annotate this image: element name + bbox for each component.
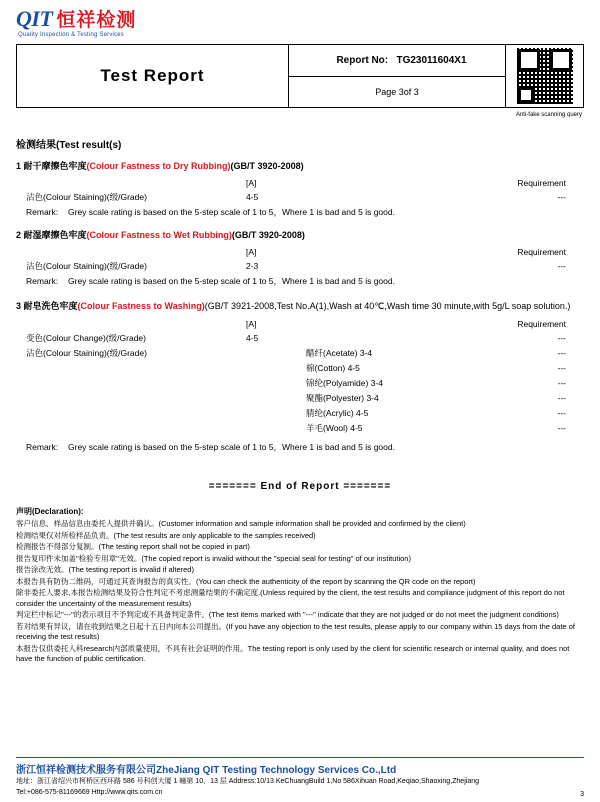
test-item-1-header-row	[16, 176, 584, 190]
footer-address: 地址：浙江省绍兴市柯桥区西环路 586 号科创大厦 1 幢第 10、13 层 Address:10/13 KeChuangBuild 1,No 586Xihuan Road,Keqiao,Shaoxing,Zhejiang	[16, 778, 479, 785]
row-label: 沾色(Colour Staining)(级/Grade)	[26, 348, 147, 358]
row-requirement: ---	[557, 408, 566, 418]
test-item-2-header-row	[16, 245, 584, 259]
declaration-line: 报告复印件未加盖"检验专用章"无效。(The copied report is invalid without the "special seal for testing" of our institution)	[16, 553, 411, 563]
test-item-1-col-req: Requirement	[517, 178, 566, 188]
declaration-line: 本报告具有防伪二维码，可通过其查询报告的真实性。(You can check the authenticity of the report by scanning the QR code on the report)	[16, 576, 476, 586]
declaration-line: 检测报告不得部分复制。(The testing report shall not be copied in part)	[16, 542, 250, 551]
test-item-3-col-value: [A]	[246, 319, 257, 329]
footer-company-cn: 浙江恒祥检测技术服务有限公司	[16, 765, 156, 776]
test-item-3-index: 3	[16, 301, 22, 311]
row-value: 羊毛(Wool) 4-5	[306, 423, 363, 433]
remark-text: Grey scale rating is based on the 5-step scale of 1 to 5，Where 1 is bad and 5 is good.	[68, 207, 395, 217]
row-requirement: ---	[557, 348, 566, 358]
test-item-2	[16, 228, 584, 289]
table-row	[16, 259, 584, 274]
declaration-line: 检测结果仅对所检样品负责。(The test results are only applicable to the samples received)	[16, 530, 316, 540]
row-value: 4-5	[246, 192, 259, 202]
row-value: 4-5	[246, 333, 259, 343]
test-item-1-name-en: (Colour Fastness to Dry Rubbing)	[86, 161, 231, 171]
test-item-3-col-req: Requirement	[517, 319, 566, 329]
remark-text: Grey scale rating is based on the 5-step scale of 1 to 5，Where 1 is bad and 5 is good.	[68, 442, 395, 452]
row-value: 锦纶(Polyamide) 3-4	[306, 378, 383, 388]
declaration-line: 本报告仅供委托人科research内部质量使用，不具有社会证明的作用。The testing report is only used by the client for scientific research or internal quality, and does not have the function of public certification.	[16, 643, 570, 663]
row-requirement: ---	[557, 333, 566, 343]
footer-contact: Tel:+086-575-81169669 Http://www.qits.com.cn	[16, 789, 163, 796]
remark-label: Remark:	[26, 276, 59, 286]
row-label	[16, 406, 246, 421]
test-item-2-remark	[16, 274, 584, 289]
logo-text-cn: 恒祥检测	[56, 10, 137, 31]
test-item-3	[16, 299, 584, 455]
test-item-2-col-req: Requirement	[517, 247, 566, 257]
footer-page-number: 3	[580, 791, 584, 798]
table-row	[16, 361, 584, 376]
table-row	[16, 331, 584, 346]
row-value: 腈纶(Acrylic) 4-5	[306, 408, 369, 418]
table-row	[16, 406, 584, 421]
row-requirement: ---	[557, 393, 566, 403]
test-item-3-header-row	[16, 317, 584, 331]
declaration-line: 除非委托人要求,本报告检测结果及符合性判定不考虑测量结果的不确定度.(Unless required by the client, the test results and compliance judgment of this report do not consider the uncertainty of the measurement results)	[16, 588, 565, 608]
results-section-title: 检测结果(Test result(s)	[16, 140, 122, 151]
row-value: 醋纤(Acetate) 3-4	[306, 348, 373, 358]
footer-company	[16, 761, 584, 776]
page-title: Test Report	[17, 45, 289, 108]
footer-company-en: ZheJiang QIT Testing Technology Services Co.,Ltd	[156, 765, 397, 776]
test-item-1-remark	[16, 205, 584, 220]
row-requirement: ---	[557, 261, 566, 271]
row-requirement: ---	[557, 423, 566, 433]
remark-label: Remark:	[26, 207, 59, 217]
page-indicator: Page 3of 3	[289, 76, 506, 108]
test-item-2-standard: (GB/T 3920-2008)	[231, 230, 305, 240]
declaration-section	[16, 506, 584, 665]
logo-tagline: Quality Inspection & Testing Services	[18, 32, 125, 38]
test-item-2-name-en: (Colour Fastness to Wet Rubbing)	[86, 230, 232, 240]
report-content	[0, 118, 600, 665]
declaration-line: 报告涂改无效。(The testing report is invalid if altered)	[16, 565, 194, 574]
row-label	[16, 421, 246, 436]
declaration-title: 声明(Declaration):	[16, 507, 84, 516]
test-item-3-name-cn: 耐皂洗色牢度	[23, 301, 78, 311]
row-label: 变色(Colour Change)(级/Grade)	[26, 333, 146, 343]
report-number-cell	[289, 45, 506, 77]
logo-text-qit: QIT	[16, 6, 53, 31]
row-label: 沾色(Colour Staining)(级/Grade)	[26, 261, 147, 271]
row-value: 聚酯(Polyester) 3-4	[306, 393, 379, 403]
row-label: 沾色(Colour Staining)(级/Grade)	[26, 192, 147, 202]
remark-text: Grey scale rating is based on the 5-step scale of 1 to 5，Where 1 is bad and 5 is good.	[68, 276, 395, 286]
table-row	[16, 376, 584, 391]
test-item-1-col-value: [A]	[246, 178, 257, 188]
test-item-1-name-cn: 耐干摩擦色牢度	[23, 161, 87, 171]
footer-divider	[16, 757, 584, 758]
report-number-label: Report No:	[336, 54, 389, 66]
qr-caption: Anti-fake scanning query	[515, 112, 582, 118]
test-item-3-standard: (GB/T 3921-2008,Test No.A(1),Wash at 40℃,Wash time 30 minute,with 5g/L soap solution.)	[204, 301, 571, 311]
row-value: 棉(Cotton) 4-5	[306, 363, 360, 373]
test-item-1	[16, 159, 584, 220]
declaration-line: 判定栏中标记"---"的表示项目不予判定或不具备判定条件。(The test items marked with "---" indicate that they are not judged or do not meet the judgment conditions)	[16, 610, 559, 619]
qr-code-cell	[506, 45, 584, 108]
row-value: 2-3	[246, 261, 259, 271]
table-row	[16, 190, 584, 205]
test-item-3-name-en: (Colour Fastness to Washing)	[77, 301, 205, 311]
table-row	[16, 346, 584, 361]
table-row	[16, 391, 584, 406]
test-item-2-title	[16, 228, 584, 241]
row-label	[16, 361, 246, 376]
report-title-table	[16, 44, 584, 108]
end-of-report: ======= End of Report =======	[208, 481, 392, 492]
report-number-value: TG23011604X1	[396, 54, 467, 66]
qr-code-icon[interactable]	[517, 48, 573, 104]
row-requirement: ---	[557, 378, 566, 388]
company-logo	[0, 0, 600, 42]
row-requirement: ---	[557, 363, 566, 373]
row-requirement: ---	[557, 192, 566, 202]
declaration-line: 客户信息、样品信息由委托人提供并确认。(Customer information and sample information shall be provided and confirmed by the client)	[16, 519, 466, 528]
declaration-line: 若对结果有异议，请在收到结果之日起十五日内向本公司提出。(If you have any objection to the test results, please apply to our company within 15 days from the date of receiving the test results)	[16, 621, 575, 641]
test-item-3-title	[16, 299, 584, 313]
test-item-2-name-cn: 耐湿摩擦色牢度	[23, 230, 87, 240]
test-item-1-standard: (GB/T 3920-2008)	[230, 161, 304, 171]
test-item-2-col-value: [A]	[246, 247, 257, 257]
test-item-2-index: 2	[16, 230, 22, 240]
row-label	[16, 376, 246, 391]
table-row	[16, 421, 584, 436]
row-label	[16, 391, 246, 406]
remark-label: Remark:	[26, 442, 59, 452]
test-item-1-title	[16, 159, 584, 172]
test-item-1-index: 1	[16, 161, 22, 171]
test-item-3-remark	[16, 440, 584, 455]
page-footer	[0, 757, 600, 802]
